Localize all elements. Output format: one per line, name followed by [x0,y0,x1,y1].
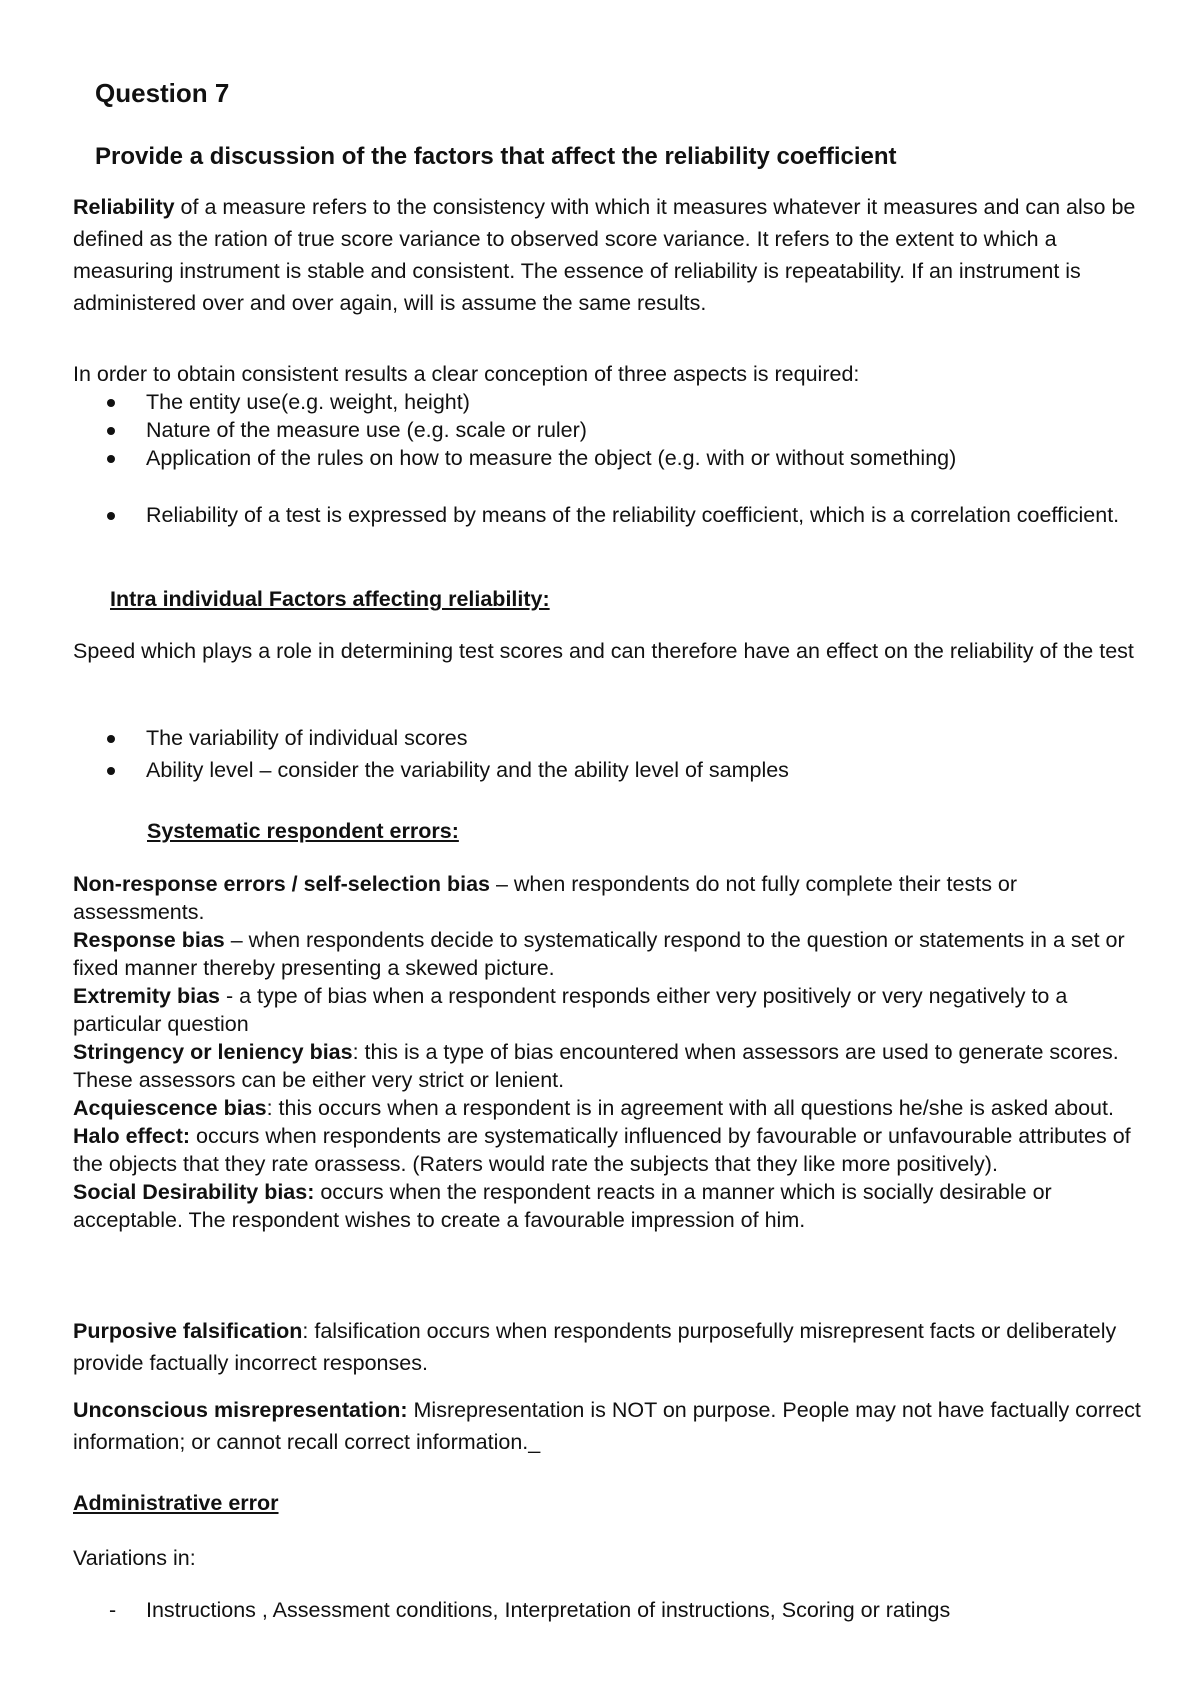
variations-label: Variations in: [73,1546,196,1570]
intro-term: Reliability [73,195,175,219]
list-item: - Instructions , Assessment conditions, Interpretation of instructions, Scoring or ratings [73,1594,1143,1626]
aspects-list [73,388,1143,472]
bias-item-extremity: Extremity bias - a type of bias when a respondent responds either very positively or very negatively to a particular question [73,984,1068,1036]
list-item: Nature of the measure use (e.g. scale or ruler) [73,416,1143,444]
variations-list [73,1594,1143,1626]
list-item: Reliability of a test is expressed by means of the reliability coefficient, which is a correlation coefficient. [73,499,1143,531]
dash-bullet-icon: - [109,1598,117,1622]
bullet-icon [107,767,115,775]
list-item: Ability level – consider the variability and the ability level of samples [73,754,1143,786]
intro-paragraph [73,191,1143,319]
bias-list [73,870,1143,1234]
bullet-icon [107,512,115,520]
question-subtitle: Provide a discussion of the factors that affect the reliability coefficient [95,143,897,170]
intro-text: of a measure refers to the consistency with which it measures whatever it measures and can also be defined as the ration of true score variance to observed score variance. It refers to the extent to which a measuring instrument is stable and consistent. The essence of reliability is repeatability. If an instrument is administered over and over again, will is assume the same results. [73,195,1136,315]
bullet-icon [107,427,115,435]
purposive-falsification: Purposive falsification: falsification occurs when respondents purposefully misrepresent facts or deliberately provide factually incorrect responses. [73,1319,1117,1375]
intra-factors-heading: Intra individual Factors affecting reliability: [110,587,550,611]
administrative-error-heading: Administrative error [73,1491,279,1515]
bias-item-non-response: Non-response errors / self-selection bias – when respondents do not fully complete their tests or assessments. [73,872,1018,924]
list-item: The variability of individual scores [73,722,1143,754]
bias-item-halo: Halo effect: occurs when respondents are systematically influenced by favourable or unfavourable attributes of the objects that they rate orassess. (Raters would rate the subjects that they like more positively). [73,1124,1131,1176]
bullet-icon [107,455,115,463]
coefficient-list [73,499,1143,531]
list-item: The entity use(e.g. weight, height) [73,388,1143,416]
bias-item-response: Response bias – when respondents decide to systematically respond to the question or statements in a set or fixed manner thereby presenting a skewed picture. [73,928,1125,980]
bullet-icon [107,735,115,743]
unconscious-misrepresentation: Unconscious misrepresentation: Misrepresentation is NOT on purpose. People may not have factually correct information; or cannot recall correct information._ [73,1398,1141,1454]
aspects-intro: In order to obtain consistent results a clear conception of three aspects is required: [73,362,860,386]
bias-item-acquiescence: Acquiescence bias: this occurs when a respondent is in agreement with all questions he/she is asked about. [73,1096,1114,1120]
bias-item-stringency: Stringency or leniency bias: this is a type of bias encountered when assessors are used to generate scores. These assessors can be either very strict or lenient. [73,1040,1119,1092]
question-title: Question 7 [95,78,230,108]
intra-factors-list [73,722,1143,786]
list-item: Application of the rules on how to measure the object (e.g. with or without something) [73,444,1143,472]
speed-paragraph: Speed which plays a role in determining test scores and can therefore have an effect on the reliability of the test [73,639,1134,663]
systematic-errors-heading: Systematic respondent errors: [147,819,459,843]
bias-item-social-desirability: Social Desirability bias: occurs when the respondent reacts in a manner which is socially desirable or acceptable. The respondent wishes to create a favourable impression of him. [73,1180,1052,1232]
bullet-icon [107,399,115,407]
